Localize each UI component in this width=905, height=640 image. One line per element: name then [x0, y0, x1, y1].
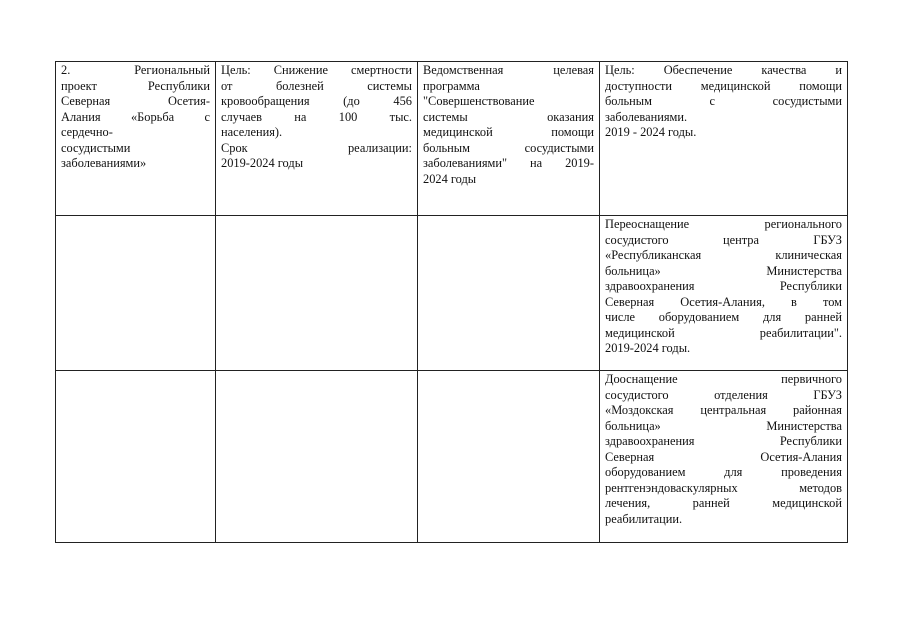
cell-text-line: «Моздокская центральная районная: [605, 403, 842, 417]
cell-text-line: сосудистого центра ГБУЗ: [605, 232, 842, 247]
table-row: [56, 216, 848, 371]
cell-text-line: доступности медицинской помощи: [605, 78, 842, 93]
cell-text-line: больным сосудистыми: [423, 140, 594, 155]
cell-text-line: от болезней системы: [221, 78, 412, 93]
goal-cell: [216, 62, 418, 216]
cell-text-line: больница» Министерства: [605, 263, 842, 278]
goal-cell: [216, 216, 418, 371]
program-cell: [418, 371, 600, 543]
cell-text-line: «Республиканская клиническая: [605, 248, 842, 262]
cell-text-line: Цель: Обеспечение качества и: [605, 63, 842, 77]
cell-text-line: населения).: [221, 125, 283, 139]
cell-text-line: 2019-2024 годы.: [605, 341, 691, 355]
cell-text-line: больница» Министерства: [605, 418, 842, 433]
cell-text-line: заболеваниями»: [61, 156, 147, 170]
cell-text-line: здравоохранения Республики: [605, 279, 842, 293]
cell-text-line: Северная Осетия-Алания: [605, 449, 842, 464]
cell-text-line: системы оказания: [423, 109, 594, 124]
cell-text-line: Цель: Снижение смертности: [221, 63, 412, 77]
cell-text-line: реабилитации.: [605, 511, 683, 526]
cell-text-line: 2024 годы: [423, 171, 477, 186]
cell-text-line: Дооснащение первичного: [605, 372, 842, 386]
cell-text-line: числе оборудованием для ранней: [605, 310, 842, 324]
cell-text-line: 2019-2024 годы: [221, 156, 304, 170]
project-name-cell: [56, 371, 216, 543]
table-row: [56, 62, 848, 216]
cell-text-line: случаев на 100 тыс.: [221, 109, 412, 124]
cell-text-line: больным с сосудистыми: [605, 94, 842, 108]
cell-text-line: сосудистого отделения ГБУЗ: [605, 387, 842, 402]
cell-text-line: сердечно-: [61, 125, 113, 139]
project-name-cell: [56, 216, 216, 371]
cell-text-line: 2. Региональный: [61, 63, 210, 77]
cell-text-line: Срок реализации:: [221, 140, 412, 155]
cell-text-line: медицинской помощи: [423, 125, 594, 139]
cell-text-line: кровообращения (до 456: [221, 94, 412, 108]
cell-text-line: сосудистыми: [61, 140, 131, 155]
measure-cell: [600, 371, 848, 543]
program-cell: [418, 216, 600, 371]
program-table: [55, 61, 848, 543]
cell-text-line: оборудованием для проведения: [605, 465, 842, 479]
cell-text-line: Переоснащение регионального: [605, 217, 842, 231]
cell-text-line: программа: [423, 78, 480, 93]
project-name-cell: [56, 62, 216, 216]
cell-text-line: "Совершенствование: [423, 94, 535, 108]
cell-text-line: рентгенэндоваскулярных методов: [605, 480, 842, 495]
cell-text-line: 2019 - 2024 годы.: [605, 125, 697, 139]
table-row: [56, 371, 848, 543]
program-cell: [418, 62, 600, 216]
cell-text-line: проект Республики: [61, 78, 210, 93]
cell-text-line: здравоохранения Республики: [605, 434, 842, 448]
cell-text-line: медицинской реабилитации".: [605, 325, 842, 340]
cell-text-line: Алания «Борьба с: [61, 109, 210, 124]
cell-text-line: Северная Осетия-: [61, 94, 210, 108]
cell-text-line: заболеваниями.: [605, 109, 688, 124]
cell-text-line: лечения, ранней медицинской: [605, 496, 842, 510]
cell-text-line: Северная Осетия-Алания, в том: [605, 294, 842, 309]
measure-cell: [600, 216, 848, 371]
cell-text-line: заболеваниями" на 2019-: [423, 156, 594, 170]
objective-cell: [600, 62, 848, 216]
goal-cell: [216, 371, 418, 543]
cell-text-line: Ведомственная целевая: [423, 63, 594, 77]
